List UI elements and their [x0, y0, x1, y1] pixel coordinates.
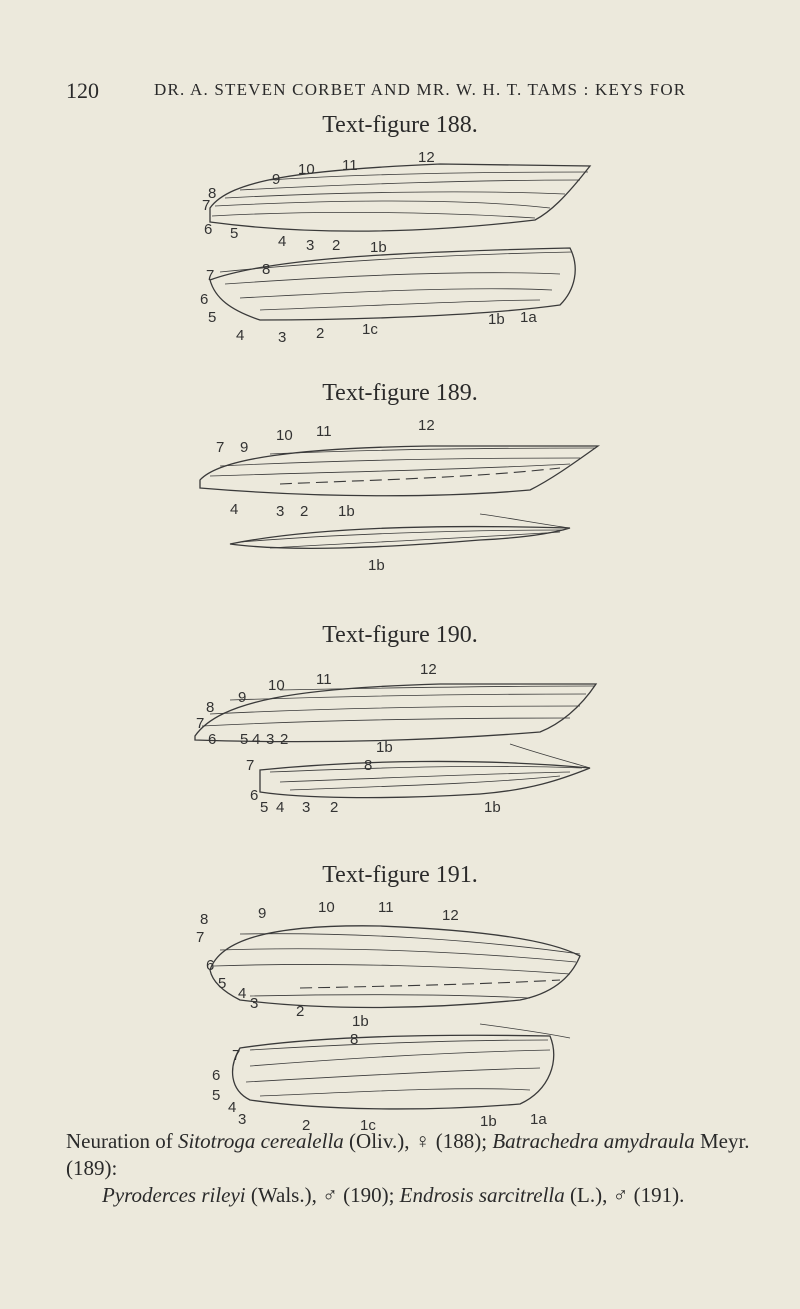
vein-label: 2	[300, 503, 309, 520]
species-note: Meyr. (189):	[66, 1129, 750, 1180]
vein-label: 12	[418, 149, 435, 166]
vein-label: 9	[238, 689, 247, 706]
vein-label: 2	[330, 799, 339, 816]
vein-label: 10	[268, 677, 285, 694]
vein-label: 5	[260, 799, 269, 816]
vein-label: 2	[332, 237, 341, 254]
vein-label: 11	[378, 899, 394, 916]
vein-label: 12	[442, 907, 459, 924]
vein-label: 12	[420, 661, 437, 678]
caption-lead: Neuration of	[66, 1129, 173, 1153]
vein-label: 7	[196, 929, 205, 946]
vein-label: 6	[212, 1067, 221, 1084]
vein-label: 3	[306, 237, 315, 254]
vein-label: 7	[216, 439, 225, 456]
vein-label: 8	[350, 1031, 359, 1048]
figure-191-wings	[180, 899, 600, 1134]
vein-label: 8	[364, 757, 373, 774]
species-note: (L.), ♂ (191).	[570, 1183, 685, 1207]
vein-label: 9	[272, 171, 281, 188]
vein-label: 4	[276, 799, 285, 816]
vein-label: 1a	[520, 309, 537, 326]
vein-label: 5	[240, 731, 249, 748]
vein-label: 2	[280, 731, 289, 748]
vein-label: 5	[208, 309, 217, 326]
vein-label: 8	[206, 699, 215, 716]
vein-label: 3	[278, 329, 287, 346]
vein-label: 1b	[368, 557, 385, 574]
vein-label: 1b	[338, 503, 355, 520]
vein-label: 4	[252, 731, 261, 748]
vein-label: 6	[250, 787, 259, 804]
running-title: DR. A. STEVEN CORBET AND MR. W. H. T. TAMS : KEYS FOR	[154, 80, 687, 99]
vein-label: 6	[200, 291, 209, 308]
species-note: (Wals.), ♂ (190);	[250, 1183, 395, 1207]
species-note: (Oliv.), ♀ (188);	[349, 1129, 488, 1153]
species-endrosis: Endrosis sarcitrella	[399, 1183, 565, 1207]
vein-label: 4	[228, 1099, 237, 1116]
species-sitotroga: Sitotroga cerealella	[177, 1129, 344, 1153]
vein-label: 7	[246, 757, 255, 774]
vein-label: 6	[208, 731, 217, 748]
vein-label: 4	[278, 233, 287, 250]
vein-label: 2	[302, 1117, 311, 1134]
vein-label: 1b	[480, 1113, 497, 1130]
vein-label: 9	[240, 439, 249, 456]
vein-label: 3	[276, 503, 285, 520]
vein-label: 12	[418, 417, 435, 434]
figure-188-title: Text-figure 188.	[322, 112, 478, 138]
figure-189-title: Text-figure 189.	[322, 380, 478, 406]
vein-label: 10	[318, 899, 335, 916]
vein-label: 7	[202, 197, 211, 214]
vein-label: 1b	[376, 739, 393, 756]
vein-label: 8	[208, 185, 217, 202]
vein-label: 10	[276, 427, 293, 444]
species-batrachedra: Batrachedra amydraula	[492, 1129, 695, 1153]
vein-label: 5	[218, 975, 227, 992]
vein-label: 5	[212, 1087, 221, 1104]
figure-191-drawing	[180, 900, 600, 1130]
vein-label: 11	[342, 157, 358, 174]
vein-label: 1b	[488, 311, 505, 328]
vein-label: 3	[238, 1111, 247, 1128]
vein-label: 3	[302, 799, 311, 816]
vein-label: 3	[266, 731, 275, 748]
page-number: 120	[66, 78, 99, 103]
vein-label: 7	[232, 1047, 241, 1064]
vein-label: 2	[296, 1003, 305, 1020]
vein-label: 11	[316, 671, 332, 688]
figure-caption	[66, 1128, 760, 1209]
vein-label: 2	[316, 325, 325, 342]
figure-188-wings	[180, 150, 600, 350]
caption-second-line	[66, 1182, 760, 1209]
vein-label: 6	[204, 221, 213, 238]
vein-label: 6	[206, 957, 215, 974]
vein-label: 11	[316, 423, 332, 440]
figure-190-title: Text-figure 190.	[322, 622, 478, 648]
vein-label: 7	[206, 267, 215, 284]
vein-label: 1b	[370, 239, 387, 256]
vein-label: 1a	[530, 1111, 547, 1128]
figure-190-wings	[180, 660, 600, 830]
vein-label: 1b	[352, 1013, 369, 1030]
vein-label: 1c	[362, 321, 378, 338]
vein-label: 3	[250, 995, 259, 1012]
figure-188-drawing	[180, 150, 600, 350]
vein-label: 4	[238, 985, 247, 1002]
vein-label: 1b	[484, 799, 501, 816]
page-header	[66, 78, 740, 106]
vein-label: 4	[230, 501, 239, 518]
vein-label: 1c	[360, 1117, 376, 1134]
vein-label: 7	[196, 715, 205, 732]
vein-label: 5	[230, 225, 239, 242]
vein-label: 8	[262, 261, 271, 278]
figure-191-title: Text-figure 191.	[322, 862, 478, 888]
species-pyroderces: Pyroderces rileyi	[102, 1183, 246, 1207]
vein-label: 8	[200, 911, 209, 928]
figure-189-wings	[180, 418, 600, 588]
vein-label: 4	[236, 327, 245, 344]
vein-label: 10	[298, 161, 315, 178]
vein-label: 9	[258, 905, 267, 922]
